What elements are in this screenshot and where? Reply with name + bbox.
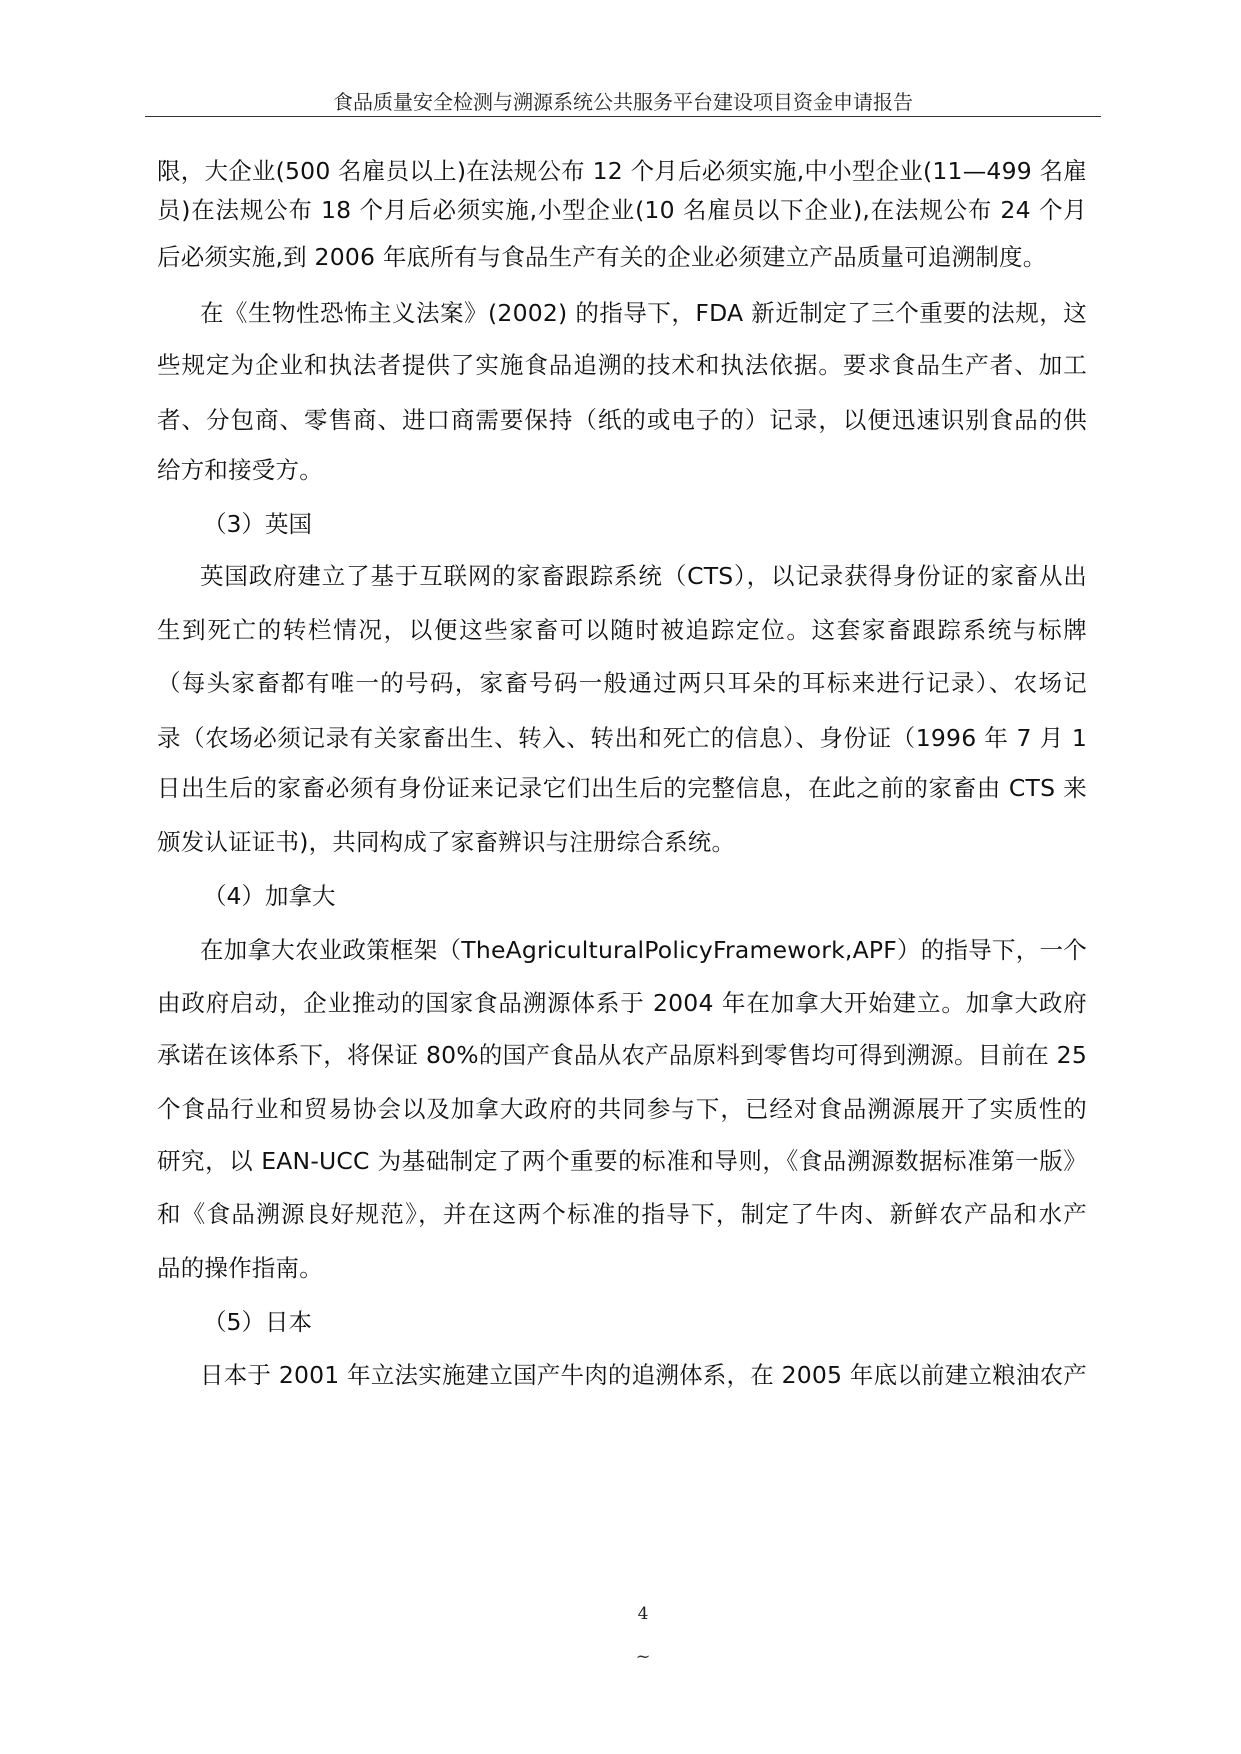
text-line: 研究，以 EAN-UCC 为基础制定了两个重要的标准和导则，《食品溯源数据标准第一版》 [157, 1147, 1087, 1175]
text-line: 后必须实施,到 2006 年底所有与食品生产有关的企业必须建立产品质量可追溯制度。 [157, 243, 1047, 271]
text-line: 由政府启动，企业推动的国家食品溯源体系于 2004 年在加拿大开始建立。加拿大政府 [157, 989, 1087, 1017]
header-title: 食品质量安全检测与溯源系统公共服务平台建设项目资金申请报告 [333, 90, 913, 114]
text-line: 品的操作指南。 [157, 1254, 323, 1282]
text-line: 个食品行业和贸易协会以及加拿大政府的共同参与下，已经对食品溯源展开了实质性的 [157, 1095, 1087, 1123]
text-line: 者、分包商、零售商、进口商需要保持（纸的或电子的）记录，以便迅速识别食品的供 [157, 406, 1087, 434]
text-line: 限，大企业(500 名雇员以上)在法规公布 12 个月后必须实施,中小型企业(11—499 名雇 [157, 157, 1087, 185]
text-line: 和《食品溯源良好规范》，并在这两个标准的指导下，制定了牛肉、新鲜农产品和水产 [157, 1200, 1087, 1228]
text-line: 录（农场必须记录有关家畜出生、转入、转出和死亡的信息）、身份证（1996 年 7 月 1 [157, 724, 1087, 752]
text-line: 些规定为企业和执法者提供了实施食品追溯的技术和执法依据。要求食品生产者、加工 [157, 351, 1087, 379]
header-rule [145, 116, 1101, 117]
section-heading-canada: （4）加拿大 [203, 882, 336, 910]
text-line: 日本于 2001 年立法实施建立国产牛肉的追溯体系，在 2005 年底以前建立粮油农产 [200, 1361, 1087, 1389]
text-line: 在加拿大农业政策框架（TheAgriculturalPolicyFramework,APF）的指导下，一个 [200, 936, 1087, 964]
text-line: 在《生物性恐怖主义法案》(2002) 的指导下，FDA 新近制定了三个重要的法规，这 [200, 299, 1087, 327]
text-line: （每头家畜都有唯一的号码，家畜号码一般通过两只耳朵的耳标来进行记录）、农场记 [157, 669, 1087, 697]
text-line: 颁发认证证书)，共同构成了家畜辨识与注册综合系统。 [157, 828, 736, 856]
section-heading-japan: （5）日本 [203, 1308, 312, 1336]
text-line: 英国政府建立了基于互联网的家畜跟踪系统（CTS），以记录获得身份证的家畜从出 [200, 562, 1087, 590]
page-number: 4 [637, 1604, 649, 1624]
section-heading-uk: （3）英国 [203, 510, 312, 538]
text-line: 给方和接受方。 [157, 456, 323, 484]
text-line: 员)在法规公布 18 个月后必须实施,小型企业(10 名雇员以下企业),在法规公布 24 个月 [157, 196, 1087, 224]
text-line: 承诺在该体系下，将保证 80%的国产食品从农产品原料到零售均可得到溯源。目前在 25 [157, 1041, 1087, 1069]
footer-mark: ~ [635, 1646, 651, 1667]
text-line: 生到死亡的转栏情况，以便这些家畜可以随时被追踪定位。这套家畜跟踪系统与标牌 [157, 616, 1087, 644]
text-line: 日出生后的家畜必须有身份证来记录它们出生后的完整信息，在此之前的家畜由 CTS 来 [157, 774, 1087, 802]
